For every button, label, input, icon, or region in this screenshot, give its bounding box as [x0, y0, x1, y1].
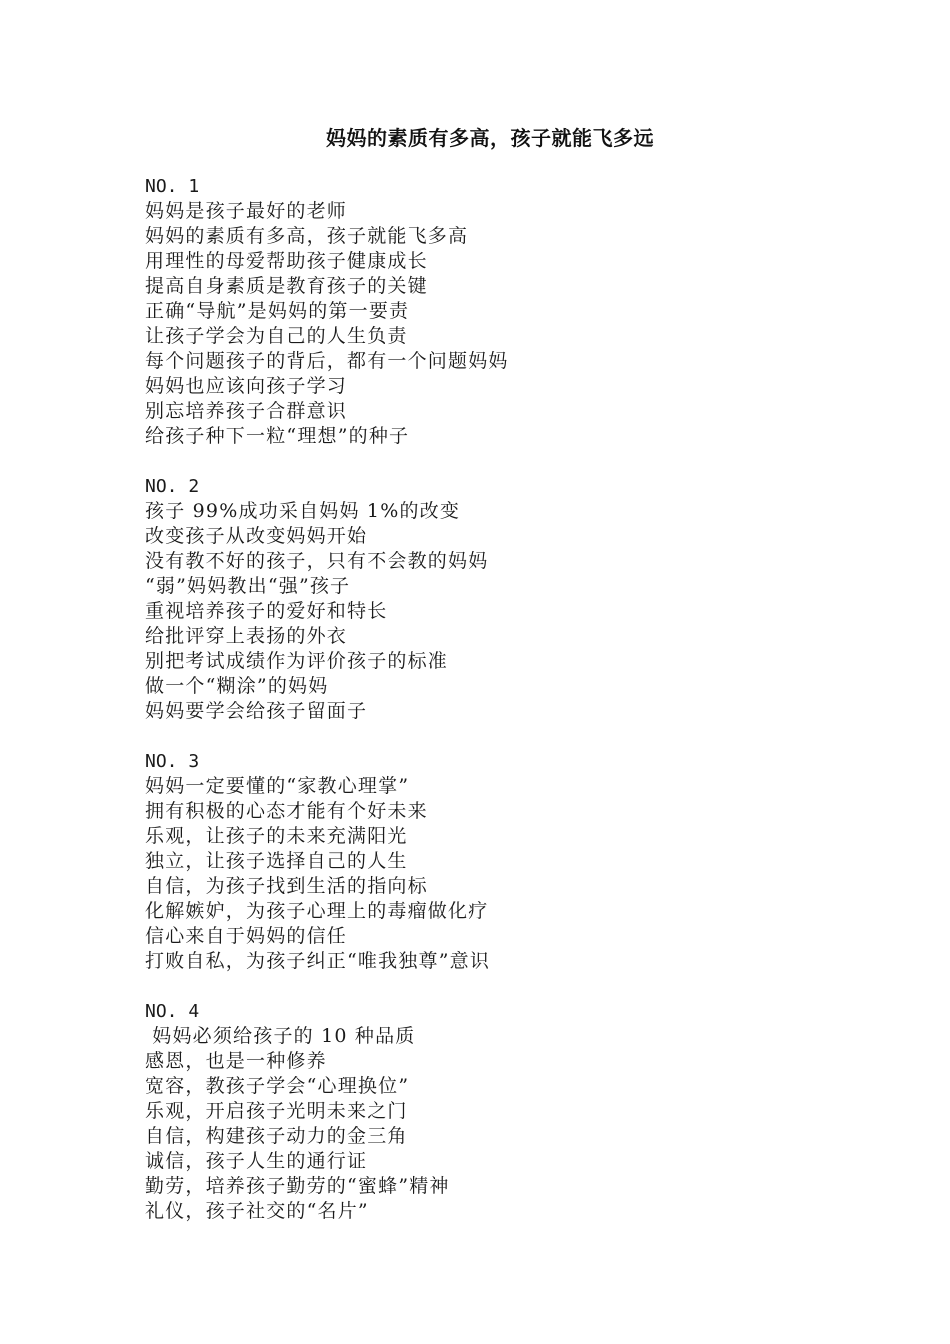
text-line: 宽容，教孩子学会“心理换位”	[145, 1075, 410, 1097]
text-line: “弱”妈妈教出“强”孩子	[145, 575, 351, 597]
text-line: 妈妈是孩子最好的老师	[145, 200, 348, 222]
text-line: 改变孩子从改变妈妈开始	[145, 525, 368, 547]
text-line: 孩子 99%成功采自妈妈 1%的改变	[145, 500, 461, 522]
text-line: 妈妈一定要懂的“家教心理掌”	[145, 775, 410, 797]
text-line: 妈妈必须给孩子的 10 种品质	[145, 1025, 416, 1047]
document-title: 妈妈的素质有多高，孩子就能飞多远	[326, 126, 654, 150]
text-line: 给批评穿上表扬的外衣	[145, 625, 348, 647]
text-line: 让孩子学会为自己的人生负责	[145, 325, 408, 347]
text-line: 妈妈要学会给孩子留面子	[145, 700, 368, 722]
text-line: 重视培养孩子的爱好和特长	[145, 600, 388, 622]
text-line: 做一个“糊涂”的妈妈	[145, 675, 329, 697]
text-line: 诚信，孩子人生的通行证	[145, 1150, 368, 1172]
text-line: 独立，让孩子选择自己的人生	[145, 850, 408, 872]
text-line: 勤劳，培养孩子勤劳的“蜜蜂”精神	[145, 1175, 450, 1197]
section-no-4	[145, 999, 865, 1224]
text-line: 自信，构建孩子动力的金三角	[145, 1125, 408, 1147]
section-no-2	[145, 474, 865, 724]
text-line: 提高自身素质是教育孩子的关键	[145, 275, 428, 297]
text-line: 打败自私，为孩子纠正“唯我独尊”意识	[145, 950, 491, 972]
section-no-1	[145, 174, 865, 449]
text-line: 正确“导航”是妈妈的第一要责	[145, 300, 410, 322]
section-heading: NO. 3	[145, 751, 200, 772]
section-heading: NO. 1	[145, 176, 200, 197]
text-line: 拥有积极的心态才能有个好未来	[145, 800, 428, 822]
text-line: 每个问题孩子的背后，都有一个问题妈妈	[145, 350, 509, 372]
text-line: 没有教不好的孩子，只有不会教的妈妈	[145, 550, 489, 572]
text-line: 给孩子种下一粒“理想”的种子	[145, 425, 410, 447]
section-heading: NO. 4	[145, 1001, 200, 1022]
section-heading: NO. 2	[145, 476, 200, 497]
text-line: 用理性的母爱帮助孩子健康成长	[145, 250, 428, 272]
text-line: 感恩，也是一种修养	[145, 1050, 327, 1072]
text-line: 乐观，让孩子的未来充满阳光	[145, 825, 408, 847]
text-line: 礼仪，孩子社交的“名片”	[145, 1200, 369, 1222]
section-no-3	[145, 749, 865, 974]
text-line: 妈妈的素质有多高，孩子就能飞多高	[145, 225, 469, 247]
text-line: 信心来自于妈妈的信任	[145, 925, 348, 947]
text-line: 别忘培养孩子合群意识	[145, 400, 348, 422]
text-line: 乐观，开启孩子光明未来之门	[145, 1100, 408, 1122]
text-line: 化解嫉妒，为孩子心理上的毒瘤做化疗	[145, 900, 489, 922]
document-body	[145, 174, 865, 1249]
text-line: 别把考试成绩作为评价孩子的标准	[145, 650, 449, 672]
text-line: 妈妈也应该向孩子学习	[145, 375, 348, 397]
text-line: 自信，为孩子找到生活的指向标	[145, 875, 428, 897]
